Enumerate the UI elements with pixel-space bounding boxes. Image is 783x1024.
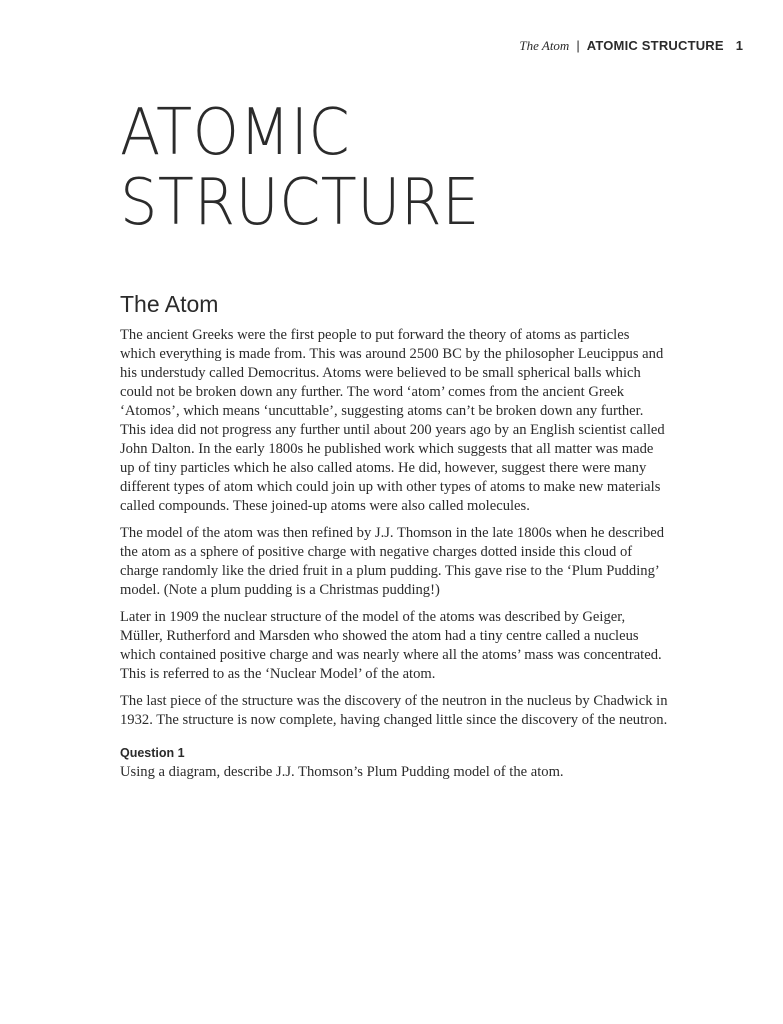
chapter-title [120,98,624,238]
chapter-title-line-2: STRUCTURE [120,166,480,240]
running-header-chapter: ATOMIC STRUCTURE [586,38,724,53]
running-header [519,38,743,54]
paragraph-greek-history: The ancient Greeks were the first people to put forward the theory of atoms as particles which everything is made from. This was around 2500 BC by the philosopher Leucippus and his understudy called Democritus. Atoms were believed to be small spherical balls which could not be broken down any further. The word ‘atom’ comes from the ancient Greek ‘Atomos’, which means ‘uncuttable’, suggesting atoms can’t be broken down any further. This idea did not progress any further until about 200 years ago by an English scientist called John Dalton. In the early 1800s he published work which suggests that all matter was made up of tiny particles which he also called atoms. He did, however, suggest there were many different types of atom which could join up with other types of atoms to make new materials called compounds. These joined-up atoms were also called molecules. [120,327,665,514]
paragraph-neutron: The last piece of the structure was the discovery of the neutron in the nucleus by Chadwick in 1932. The structure is now complete, having changed little since the discovery of the neutron. [120,693,668,728]
page-number: 1 [735,38,743,53]
running-header-separator: | [576,38,580,53]
paragraph-plum-pudding: The model of the atom was then refined by J.J. Thomson in the late 1800s when he described the atom as a sphere of positive charge with negative charges dotted inside this cloud of charge randomly like the dried fruit in a plum pudding. This gave rise to the ‘Plum Pudding’ model. (Note a plum pudding is a Christmas pudding!) [120,525,665,598]
page-content [120,98,668,782]
chapter-title-line-1: ATOMIC [120,96,351,170]
question-label: Question 1 [120,746,185,760]
running-header-section: The Atom [519,38,570,53]
question-text: Using a diagram, describe J.J. Thomson’s Plum Pudding model of the atom. [120,764,564,780]
section-heading: The Atom [120,291,219,317]
paragraph-nuclear-model: Later in 1909 the nuclear structure of the model of the atoms was described by Geiger, Müller, Rutherford and Marsden who showed the atom had a tiny centre called a nucleus which contained positive charge and was nearly where all the atoms’ mass was concentrated. This is referred to as the ‘Nuclear Model’ of the atom. [120,609,662,682]
